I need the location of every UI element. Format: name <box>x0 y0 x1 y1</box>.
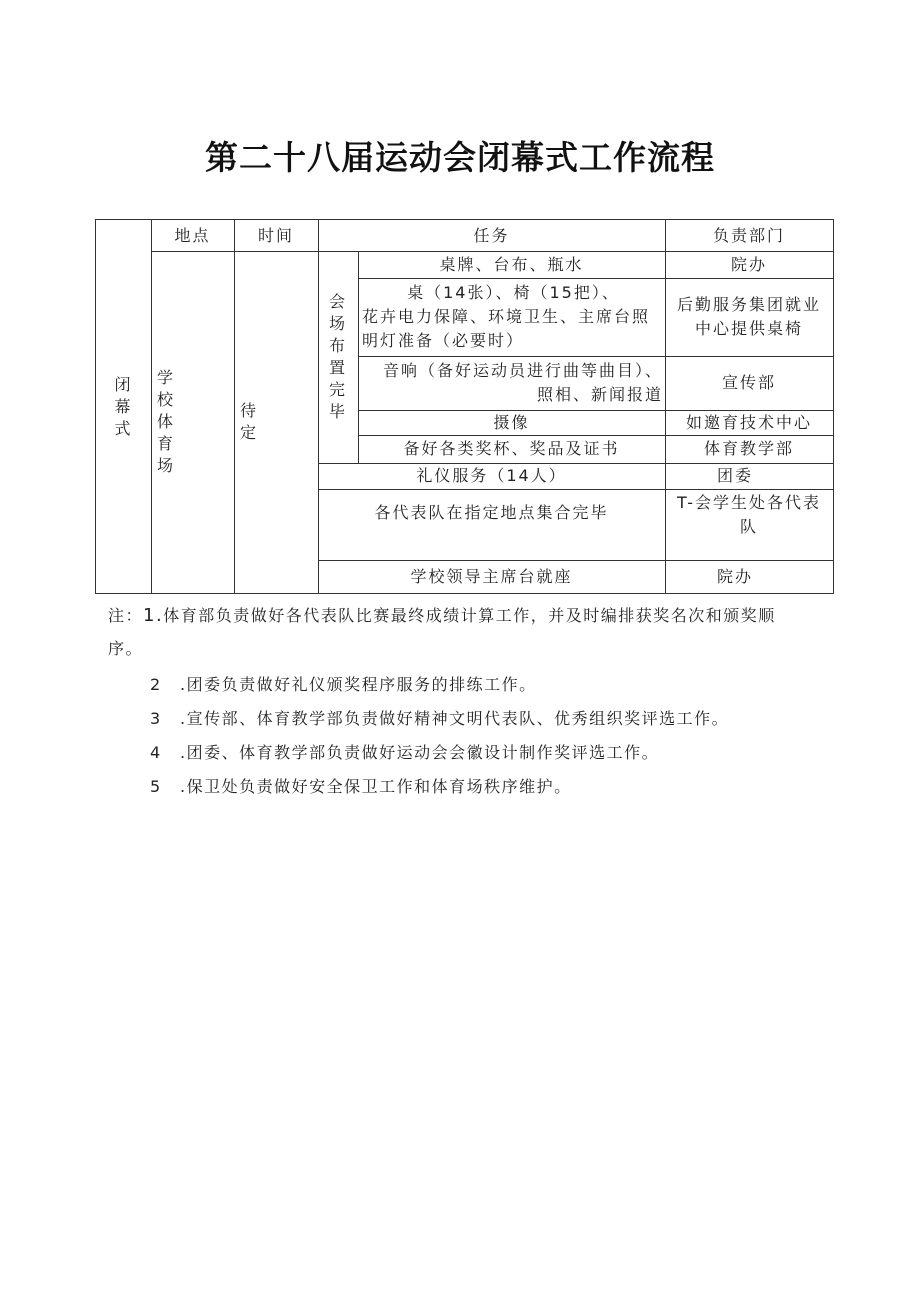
note-2 <box>150 669 537 701</box>
note-4-text: .团委、体育教学部负责做好运动会会徽设计制作奖评选工作。 <box>180 743 660 762</box>
time-value: 待 定 <box>240 401 259 442</box>
note-1 <box>108 600 833 632</box>
note-3-num: 3 <box>150 709 162 728</box>
note-4-num: 4 <box>150 743 162 762</box>
time-cell <box>234 251 318 593</box>
task-assembly: 各代表队在指定地点集合完毕 <box>374 503 609 522</box>
venue-task-2-line-2: 花卉电力保障、环境卫生、主席台照 <box>362 307 651 326</box>
venue-dept-2-line-1: 后勤服务集团就业 <box>676 295 821 314</box>
venue-dept-3: 宣传部 <box>721 373 776 392</box>
venue-task-2-line-3: 明灯准备（必要时） <box>362 331 525 350</box>
note-5-num: 5 <box>150 777 162 796</box>
venue-dept-4: 如邀育技术中心 <box>685 412 812 432</box>
venue-dept-2 <box>665 278 833 356</box>
venue-task-1: 桌牌、台布、瓶水 <box>439 254 584 274</box>
dept-assembly-line-2: 队 <box>739 517 758 536</box>
venue-task-3-line-1: 音响（备好运动员进行曲等曲目）、 <box>382 361 663 380</box>
venue-group-label: 会 场 布 置 完 毕 <box>328 292 347 421</box>
note-5 <box>150 771 572 803</box>
note-2-num: 2 <box>150 675 162 694</box>
note-3-text: .宣传部、体育教学部负责做好精神文明代表队、优秀组织奖评选工作。 <box>180 709 730 728</box>
note-2-text: .团委负责做好礼仪颁奖程序服务的排练工作。 <box>180 675 537 694</box>
location-name: 学 校 体 育 场 <box>157 368 176 475</box>
event-name: 闭 幕 式 <box>114 374 133 438</box>
venue-task-2 <box>358 278 665 356</box>
header-time: 时间 <box>257 225 294 245</box>
task-leaders: 学校领导主席台就座 <box>410 566 573 586</box>
note-1-text: 体育部负责做好各代表队比赛最终成绩计算工作，并及时编排获奖名次和颁奖顺 <box>163 606 776 625</box>
venue-task-2-line-1: 桌（14张）、椅（15把）、 <box>407 283 620 302</box>
note-4 <box>150 737 659 769</box>
header-location: 地点 <box>174 225 211 245</box>
note-5-text: .保卫处负责做好安全保卫工作和体育场秩序维护。 <box>180 777 572 796</box>
note-3 <box>150 703 729 735</box>
dept-assembly-line-1: T-会学生处各代表 <box>676 493 822 512</box>
dept-leaders: 院办 <box>717 566 754 586</box>
note-1-num: 1. <box>143 605 164 626</box>
venue-task-4: 摄像 <box>493 412 530 432</box>
header-dept: 负责部门 <box>712 225 785 245</box>
note-1-continued: 序。 <box>108 639 144 658</box>
venue-task-3-line-2: 照相、新闻报道 <box>536 385 663 404</box>
location-cell <box>151 251 234 593</box>
venue-group-cell <box>318 251 358 463</box>
venue-task-5: 备好各类奖杯、奖品及证书 <box>403 439 620 458</box>
task-etiquette: 礼仪服务（14人） <box>416 466 567 485</box>
note-prefix: 注： <box>108 606 144 625</box>
header-task: 任务 <box>473 225 510 245</box>
event-cell <box>96 220 151 593</box>
venue-task-3 <box>358 356 665 410</box>
document-title: 第二十八届运动会闭幕式工作流程 <box>205 138 715 177</box>
venue-dept-5: 体育教学部 <box>703 439 794 458</box>
venue-dept-2-line-2: 中心提供桌椅 <box>694 319 803 338</box>
venue-dept-1: 院办 <box>730 254 767 274</box>
dept-assembly <box>665 489 833 560</box>
dept-etiquette: 团委 <box>717 466 754 485</box>
